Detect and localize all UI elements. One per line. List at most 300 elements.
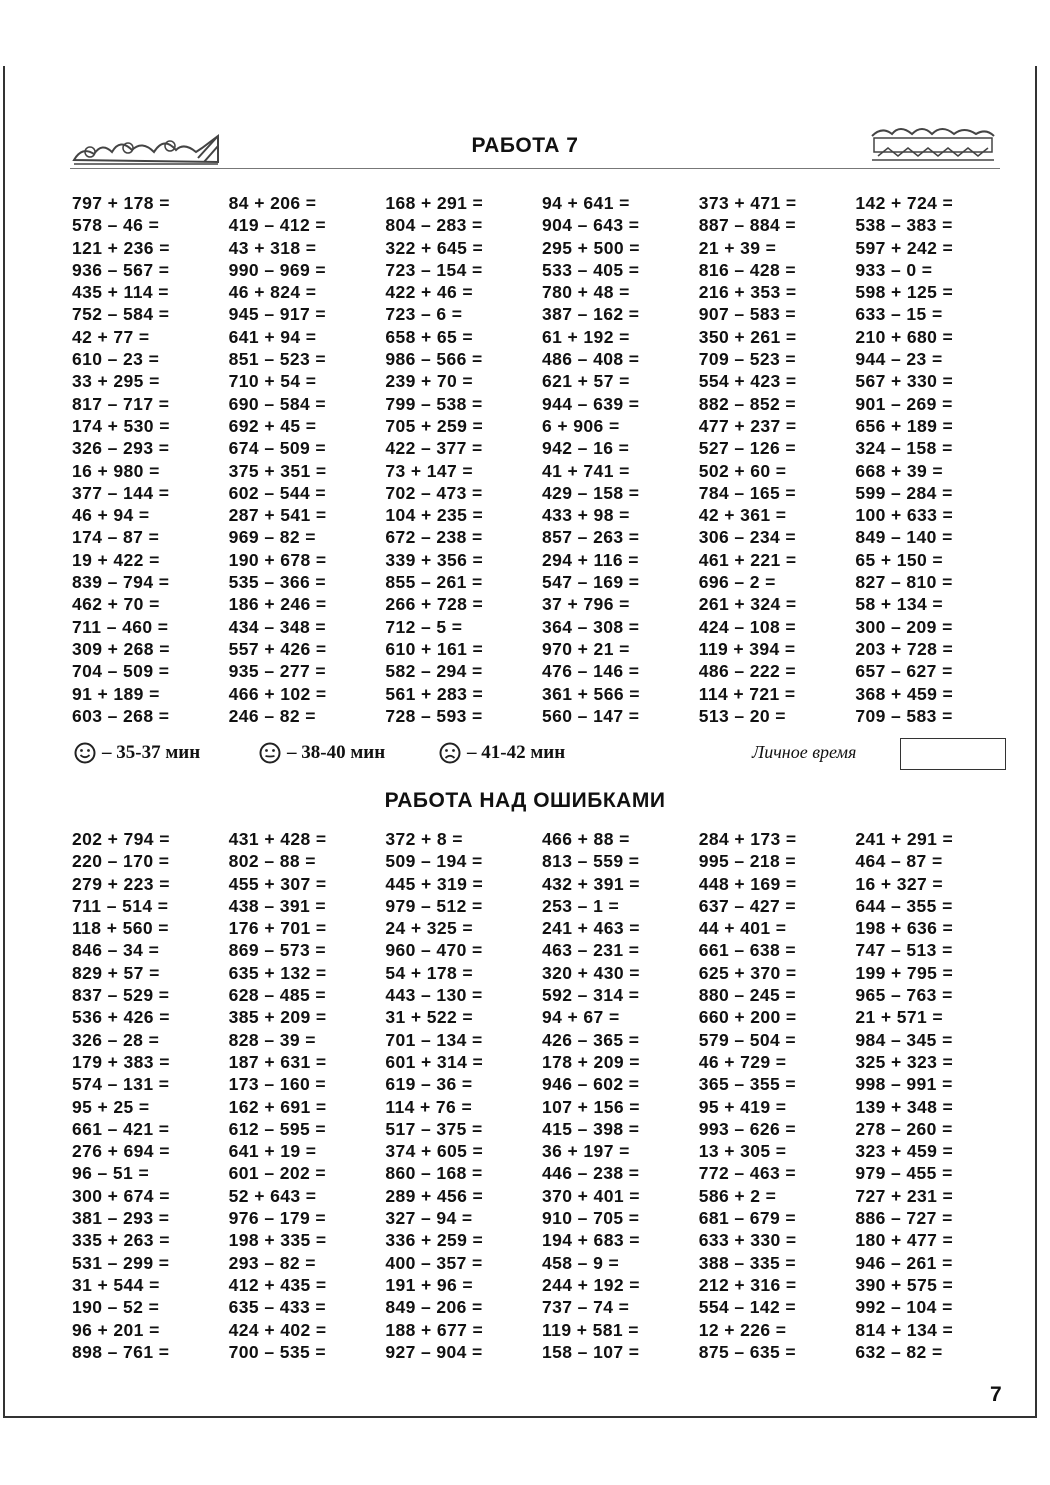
exercise-item: 188 + 677 =: [385, 1319, 484, 1340]
exercise-item: 239 + 70 =: [385, 371, 474, 392]
exercise-item: 995 – 218 =: [698, 851, 797, 872]
exercise-item: 178 + 209 =: [542, 1051, 640, 1072]
exercise-item: 599 – 284 =: [855, 482, 953, 503]
exercise-item: 36 + 197 =: [542, 1141, 630, 1162]
exercise-item: 323 + 459 =: [855, 1141, 954, 1162]
exercise-item: 448 + 169 =: [698, 873, 797, 894]
exercise-item: 96 – 51 =: [72, 1163, 150, 1184]
exercise-item: 990 – 969 =: [228, 259, 327, 280]
exercise-item: 727 + 231 =: [855, 1185, 954, 1206]
exercise-item: 114 + 721 =: [698, 683, 796, 704]
exercise-item: 284 + 173 =: [698, 829, 797, 849]
exercise-item: 547 – 169 =: [542, 572, 640, 593]
exercise-item: 554 + 423 =: [698, 371, 797, 392]
exercise-item: 37 + 796 =: [542, 594, 630, 615]
exercise-item: 194 + 683 =: [542, 1230, 640, 1251]
exercise-item: 320 + 430 =: [542, 962, 640, 983]
exercise-item: 723 – 154 =: [385, 259, 483, 280]
exercise-item: 375 + 351 =: [228, 460, 327, 481]
exercise-item: 212 + 316 =: [698, 1274, 797, 1295]
exercise-item: 466 + 102 =: [228, 683, 327, 704]
exercise-item: 509 – 194 =: [385, 851, 483, 872]
exercise-item: 289 + 456 =: [385, 1185, 484, 1206]
exercise-item: 945 – 917 =: [228, 304, 327, 325]
exercise-item: 597 + 242 =: [855, 237, 954, 258]
exercise-item: 278 – 260 =: [855, 1118, 953, 1139]
exercise-column: [229, 192, 386, 727]
exercise-item: 325 + 323 =: [855, 1051, 954, 1072]
exercise-item: 424 + 402 =: [228, 1319, 327, 1340]
exercise-item: 294 + 116 =: [542, 549, 639, 570]
exercise-item: 747 – 513 =: [855, 940, 953, 961]
exercise-item: 95 + 25 =: [72, 1096, 150, 1117]
exercise-item: 567 + 330 =: [855, 371, 954, 392]
exercise-item: 513 – 20 =: [698, 705, 786, 726]
exercise-item: 602 – 544 =: [228, 482, 327, 503]
exercise-item: 723 – 6 =: [385, 304, 463, 325]
exercise-item: 486 – 408 =: [542, 349, 640, 370]
exercise-item: 969 – 82 =: [228, 527, 316, 548]
exercise-item: 12 + 226 =: [698, 1319, 787, 1340]
exercise-item: 295 + 500 =: [542, 237, 640, 258]
exercise-item: 784 – 165 =: [698, 482, 797, 503]
exercise-item: 435 + 114 =: [72, 282, 169, 303]
exercise-item: 641 + 94 =: [228, 326, 317, 347]
exercise-item: 432 + 391 =: [542, 873, 640, 894]
exercise-item: 632 – 82 =: [855, 1341, 943, 1362]
exercise-item: 610 – 23 =: [72, 349, 160, 370]
exercise-column: [699, 192, 856, 727]
exercise-item: 426 – 365 =: [542, 1029, 640, 1050]
exercise-item: 709 – 583 =: [855, 705, 953, 726]
exercise-column: [699, 828, 856, 1363]
exercise-item: 202 + 794 =: [72, 829, 170, 849]
exercise-item: 933 – 0 =: [855, 259, 933, 280]
exercise-item: 696 – 2 =: [698, 572, 776, 593]
page-title: РАБОТА 7: [471, 134, 579, 157]
exercise-item: 851 – 523 =: [228, 349, 327, 370]
exercise-item: 603 – 268 =: [72, 705, 170, 726]
exercise-item: 412 + 435 =: [228, 1274, 327, 1295]
exercise-item: 104 + 235 =: [385, 505, 484, 526]
exercise-item: 261 + 324 =: [698, 594, 797, 615]
exercise-item: 979 – 455 =: [855, 1163, 953, 1184]
exercise-item: 350 + 261 =: [698, 326, 797, 347]
exercise-item: 100 + 633 =: [855, 505, 954, 526]
exercise-item: 910 – 705 =: [542, 1208, 640, 1229]
exercise-item: 190 + 678 =: [228, 549, 327, 570]
exercise-item: 324 – 158 =: [855, 438, 953, 459]
exercise-column: [72, 828, 229, 1363]
exercise-item: 658 + 65 =: [385, 326, 474, 347]
exercise-item: 960 – 470 =: [385, 940, 483, 961]
exercise-item: 119 + 394 =: [698, 638, 796, 659]
timing-neutral-text: – 38-40 мин: [287, 742, 386, 763]
exercise-item: 705 + 259 =: [385, 415, 484, 436]
exercise-item: 944 – 23 =: [855, 349, 943, 370]
exercise-item: 419 – 412 =: [228, 215, 327, 236]
exercise-column: [542, 828, 699, 1363]
exercise-item: 882 – 852 =: [698, 393, 797, 414]
exercise-item: 374 + 605 =: [385, 1141, 484, 1162]
exercise-item: 339 + 356 =: [385, 549, 484, 570]
exercise-item: 443 – 130 =: [385, 985, 483, 1006]
exercise-item: 772 – 463 =: [698, 1163, 797, 1184]
sad-face-icon: [439, 742, 461, 764]
exercise-item: 241 + 463 =: [542, 918, 640, 939]
exercise-item: 986 – 566 =: [385, 349, 483, 370]
exercise-item: 96 + 201 =: [72, 1319, 160, 1340]
exercise-item: 191 + 96 =: [385, 1274, 474, 1295]
exercise-item: 554 – 142 =: [698, 1297, 797, 1318]
exercise-item: 979 – 512 =: [385, 895, 483, 916]
exercise-item: 322 + 645 =: [385, 237, 484, 258]
exercise-item: 220 – 170 =: [72, 851, 170, 872]
exercise-item: 210 + 680 =: [855, 326, 954, 347]
exercise-item: 300 + 674 =: [72, 1185, 170, 1206]
exercise-item: 455 + 307 =: [228, 873, 327, 894]
exercise-item: 462 + 70 =: [72, 594, 160, 615]
exercise-item: 635 + 132 =: [228, 962, 327, 983]
exercise-item: 187 + 631 =: [228, 1051, 327, 1072]
exercise-item: 365 – 355 =: [698, 1074, 797, 1095]
exercise-item: 327 – 94 =: [385, 1208, 473, 1229]
exercise-item: 737 – 74 =: [542, 1297, 630, 1318]
exercise-item: 837 – 529 =: [72, 985, 170, 1006]
exercise-item: 802 – 88 =: [228, 851, 316, 872]
timing-neutral: [259, 742, 385, 764]
exercise-item: 561 + 283 =: [385, 683, 484, 704]
timing-sad: [439, 742, 565, 764]
exercise-item: 681 – 679 =: [698, 1208, 797, 1229]
exercise-item: 203 + 728 =: [855, 638, 954, 659]
exercise-item: 246 – 82 =: [228, 705, 316, 726]
timing-happy: [74, 742, 200, 764]
exercise-item: 118 + 560 =: [72, 918, 169, 939]
exercise-item: 712 – 5 =: [385, 616, 463, 637]
exercise-item: 16 + 327 =: [855, 873, 944, 894]
exercise-item: 216 + 353 =: [698, 282, 797, 303]
exercise-item: 476 – 146 =: [542, 661, 640, 682]
exercise-column: [855, 828, 1012, 1363]
errors-exercise-grid: [72, 828, 1012, 1363]
exercise-item: 827 – 810 =: [855, 572, 953, 593]
exercise-item: 728 – 593 =: [385, 705, 483, 726]
exercise-item: 804 – 283 =: [385, 215, 483, 236]
exercise-item: 780 + 48 =: [542, 282, 630, 303]
exercise-item: 752 – 584 =: [72, 304, 170, 325]
exercise-item: 461 + 221 =: [698, 549, 797, 570]
exercise-item: 46 + 729 =: [698, 1051, 787, 1072]
exercise-item: 814 + 134 =: [855, 1319, 954, 1340]
exercise-item: 610 + 161 =: [385, 638, 484, 659]
exercise-item: 880 – 245 =: [698, 985, 797, 1006]
exercise-item: 598 + 125 =: [855, 282, 954, 303]
exercise-item: 661 – 421 =: [72, 1118, 170, 1139]
exercise-item: 387 – 162 =: [542, 304, 640, 325]
exercise-item: 860 – 168 =: [385, 1163, 483, 1184]
exercise-item: 869 – 573 =: [228, 940, 327, 961]
exercise-column: [542, 192, 699, 727]
exercise-item: 592 – 314 =: [542, 985, 640, 1006]
errors-section-title: РАБОТА НАД ОШИБКАМИ: [384, 789, 666, 812]
exercise-item: 107 + 156 =: [542, 1096, 640, 1117]
exercise-item: 927 – 904 =: [385, 1341, 483, 1362]
exercise-item: 190 – 52 =: [72, 1297, 160, 1318]
exercise-item: 31 + 544 =: [72, 1274, 160, 1295]
exercise-item: 94 + 641 =: [542, 193, 630, 213]
timing-legend: [74, 738, 1014, 772]
exercise-item: 641 + 19 =: [228, 1141, 317, 1162]
exercise-item: 839 – 794 =: [72, 572, 170, 593]
exercise-item: 61 + 192 =: [542, 326, 630, 347]
exercise-item: 158 – 107 =: [542, 1341, 640, 1362]
exercise-item: 58 + 134 =: [855, 594, 944, 615]
exercise-item: 813 – 559 =: [542, 851, 640, 872]
exercise-item: 41 + 741 =: [542, 460, 630, 481]
exercise-item: 464 – 87 =: [855, 851, 943, 872]
exercise-item: 701 – 134 =: [385, 1029, 483, 1050]
exercise-item: 946 – 261 =: [855, 1252, 953, 1273]
exercise-item: 65 + 150 =: [855, 549, 944, 570]
exercise-item: 372 + 8 =: [385, 829, 463, 849]
exercise-item: 54 + 178 =: [385, 962, 474, 983]
exercise-item: 965 – 763 =: [855, 985, 953, 1006]
exercise-item: 31 + 522 =: [385, 1007, 474, 1028]
exercise-item: 582 – 294 =: [385, 661, 483, 682]
exercise-item: 174 – 87 =: [72, 527, 160, 548]
exercise-item: 94 + 67 =: [542, 1007, 620, 1028]
exercise-item: 486 – 222 =: [698, 661, 797, 682]
exercise-item: 309 + 268 =: [72, 638, 170, 659]
exercise-item: 326 – 28 =: [72, 1029, 160, 1050]
exercise-item: 162 + 691 =: [228, 1096, 327, 1117]
personal-time-box[interactable]: [900, 738, 1006, 770]
exercise-item: 276 + 694 =: [72, 1141, 170, 1162]
exercise-item: 361 + 566 =: [542, 683, 640, 704]
exercise-item: 300 – 209 =: [855, 616, 953, 637]
exercise-column: [229, 828, 386, 1363]
exercise-item: 19 + 422 =: [72, 549, 160, 570]
exercise-item: 198 + 335 =: [228, 1230, 327, 1251]
exercise-item: 633 + 330 =: [698, 1230, 797, 1251]
exercise-item: 628 – 485 =: [228, 985, 327, 1006]
exercise-item: 644 – 355 =: [855, 895, 953, 916]
exercise-item: 21 + 571 =: [855, 1007, 944, 1028]
exercise-item: 946 – 602 =: [542, 1074, 640, 1095]
exercise-item: 849 – 206 =: [385, 1297, 483, 1318]
exercise-item: 533 – 405 =: [542, 259, 640, 280]
exercise-item: 119 + 581 =: [542, 1319, 639, 1340]
exercise-item: 846 – 34 =: [72, 940, 160, 961]
exercise-item: 139 + 348 =: [855, 1096, 954, 1117]
header-divider: [70, 168, 1000, 169]
exercise-item: 46 + 824 =: [228, 282, 317, 303]
exercise-item: 438 – 391 =: [228, 895, 327, 916]
exercise-item: 797 + 178 =: [72, 193, 170, 213]
exercise-item: 709 – 523 =: [698, 349, 797, 370]
exercise-item: 400 – 357 =: [385, 1252, 483, 1273]
exercise-item: 816 – 428 =: [698, 259, 797, 280]
exercise-item: 886 – 727 =: [855, 1208, 953, 1229]
exercise-column: [385, 192, 542, 727]
exercise-item: 984 – 345 =: [855, 1029, 953, 1050]
personal-time-label: Личное время: [752, 742, 857, 762]
exercise-item: 855 – 261 =: [385, 572, 483, 593]
exercise-item: 898 – 761 =: [72, 1341, 170, 1362]
exercise-item: 279 + 223 =: [72, 873, 170, 894]
exercise-item: 244 + 192 =: [542, 1274, 640, 1295]
exercise-item: 84 + 206 =: [228, 193, 317, 213]
exercise-item: 336 + 259 =: [385, 1230, 484, 1251]
exercise-item: 241 + 291 =: [855, 829, 954, 849]
exercise-item: 586 + 2 =: [698, 1185, 777, 1206]
exercise-item: 829 + 57 =: [72, 962, 160, 983]
exercise-item: 560 – 147 =: [542, 705, 640, 726]
exercise-item: 179 + 383 =: [72, 1051, 170, 1072]
exercise-item: 635 – 433 =: [228, 1297, 327, 1318]
exercise-item: 422 – 377 =: [385, 438, 483, 459]
exercise-item: 625 + 370 =: [698, 962, 797, 983]
exercise-column: [855, 192, 1012, 727]
exercise-item: 536 + 426 =: [72, 1007, 170, 1028]
exercise-item: 828 – 39 =: [228, 1029, 316, 1050]
exercise-item: 446 – 238 =: [542, 1163, 640, 1184]
exercise-item: 538 – 383 =: [855, 215, 953, 236]
exercise-item: 657 – 627 =: [855, 661, 953, 682]
exercise-item: 711 – 514 =: [72, 895, 169, 916]
exercise-item: 306 – 234 =: [698, 527, 797, 548]
exercise-item: 199 + 795 =: [855, 962, 954, 983]
exercise-column: [385, 828, 542, 1363]
exercise-item: 857 – 263 =: [542, 527, 640, 548]
exercise-item: 253 – 1 =: [542, 895, 620, 916]
exercise-item: 429 – 158 =: [542, 482, 640, 503]
exercise-item: 33 + 295 =: [72, 371, 160, 392]
exercise-item: 458 – 9 =: [542, 1252, 620, 1273]
exercise-item: 385 + 209 =: [228, 1007, 327, 1028]
exercise-item: 993 – 626 =: [698, 1118, 797, 1139]
page-number: 7: [990, 1383, 1002, 1406]
exercise-item: 710 + 54 =: [228, 371, 317, 392]
exercise-item: 335 + 263 =: [72, 1230, 170, 1251]
exercise-item: 6 + 906 =: [542, 415, 620, 436]
exercise-item: 633 – 15 =: [855, 304, 943, 325]
exercise-item: 656 + 189 =: [855, 415, 954, 436]
exercise-item: 433 + 98 =: [542, 505, 630, 526]
exercise-item: 95 + 419 =: [698, 1096, 787, 1117]
exercise-item: 704 – 509 =: [72, 661, 170, 682]
exercise-item: 601 + 314 =: [385, 1051, 484, 1072]
exercise-grid: [72, 192, 1012, 727]
exercise-item: 621 + 57 =: [542, 371, 630, 392]
exercise-item: 578 – 46 =: [72, 215, 160, 236]
exercise-item: 176 + 701 =: [228, 918, 327, 939]
exercise-column: [72, 192, 229, 727]
exercise-item: 293 – 82 =: [228, 1252, 316, 1273]
exercise-item: 612 – 595 =: [228, 1118, 327, 1139]
exercise-item: 168 + 291 =: [385, 193, 484, 213]
timing-happy-text: – 35-37 мин: [102, 742, 201, 763]
exercise-item: 466 + 88 =: [542, 829, 630, 849]
exercise-item: 574 – 131 =: [72, 1074, 170, 1095]
exercise-item: 186 + 246 =: [228, 594, 327, 615]
exercise-item: 887 – 884 =: [698, 215, 797, 236]
exercise-item: 266 + 728 =: [385, 594, 484, 615]
exercise-item: 992 – 104 =: [855, 1297, 953, 1318]
exercise-item: 364 – 308 =: [542, 616, 640, 637]
exercise-item: 198 + 636 =: [855, 918, 954, 939]
exercise-item: 579 – 504 =: [698, 1029, 797, 1050]
exercise-item: 944 – 639 =: [542, 393, 640, 414]
exercise-item: 692 + 45 =: [228, 415, 317, 436]
exercise-item: 52 + 643 =: [228, 1185, 317, 1206]
exercise-item: 445 + 319 =: [385, 873, 484, 894]
exercise-item: 601 – 202 =: [228, 1163, 327, 1184]
exercise-item: 502 + 60 =: [698, 460, 787, 481]
exercise-item: 114 + 76 =: [385, 1096, 473, 1117]
exercise-item: 431 + 428 =: [228, 829, 327, 849]
exercise-item: 849 – 140 =: [855, 527, 953, 548]
exercise-item: 998 – 991 =: [855, 1074, 953, 1095]
exercise-item: 517 – 375 =: [385, 1118, 483, 1139]
exercise-item: 674 – 509 =: [228, 438, 327, 459]
exercise-item: 936 – 567 =: [72, 259, 170, 280]
exercise-item: 21 + 39 =: [698, 237, 777, 258]
exercise-item: 326 – 293 =: [72, 438, 170, 459]
exercise-item: 424 – 108 =: [698, 616, 797, 637]
exercise-item: 415 – 398 =: [542, 1118, 640, 1139]
exercise-item: 799 – 538 =: [385, 393, 483, 414]
exercise-item: 690 – 584 =: [228, 393, 327, 414]
exercise-item: 43 + 318 =: [228, 237, 317, 258]
exercise-item: 661 – 638 =: [698, 940, 797, 961]
smile-face-icon: [74, 742, 96, 764]
exercise-item: 531 – 299 =: [72, 1252, 170, 1273]
exercise-item: 381 – 293 =: [72, 1208, 170, 1229]
exercise-item: 535 – 366 =: [228, 572, 327, 593]
exercise-item: 24 + 325 =: [385, 918, 474, 939]
exercise-item: 373 + 471 =: [698, 193, 797, 213]
exercise-item: 91 + 189 =: [72, 683, 160, 704]
exercise-item: 173 – 160 =: [228, 1074, 327, 1095]
exercise-item: 121 + 236 =: [72, 237, 170, 258]
timing-sad-text: – 41-42 мин: [467, 742, 566, 763]
exercise-item: 907 – 583 =: [698, 304, 797, 325]
exercise-item: 702 – 473 =: [385, 482, 483, 503]
exercise-item: 388 – 335 =: [698, 1252, 797, 1273]
exercise-item: 557 + 426 =: [228, 638, 327, 659]
exercise-item: 434 – 348 =: [228, 616, 327, 637]
exercise-item: 527 – 126 =: [698, 438, 797, 459]
exercise-item: 287 + 541 =: [228, 505, 327, 526]
exercise-item: 44 + 401 =: [698, 918, 787, 939]
exercise-item: 463 – 231 =: [542, 940, 640, 961]
exercise-item: 46 + 94 =: [72, 505, 150, 526]
exercise-item: 672 – 238 =: [385, 527, 483, 548]
neutral-face-icon: [259, 742, 281, 764]
exercise-item: 700 – 535 =: [228, 1341, 327, 1362]
exercise-item: 942 – 16 =: [542, 438, 630, 459]
exercise-item: 174 + 530 =: [72, 415, 170, 436]
exercise-item: 73 + 147 =: [385, 460, 474, 481]
exercise-item: 370 + 401 =: [542, 1185, 640, 1206]
exercise-item: 368 + 459 =: [855, 683, 954, 704]
exercise-item: 619 – 36 =: [385, 1074, 473, 1095]
exercise-item: 668 + 39 =: [855, 460, 944, 481]
exercise-item: 904 – 643 =: [542, 215, 640, 236]
exercise-item: 935 – 277 =: [228, 661, 327, 682]
